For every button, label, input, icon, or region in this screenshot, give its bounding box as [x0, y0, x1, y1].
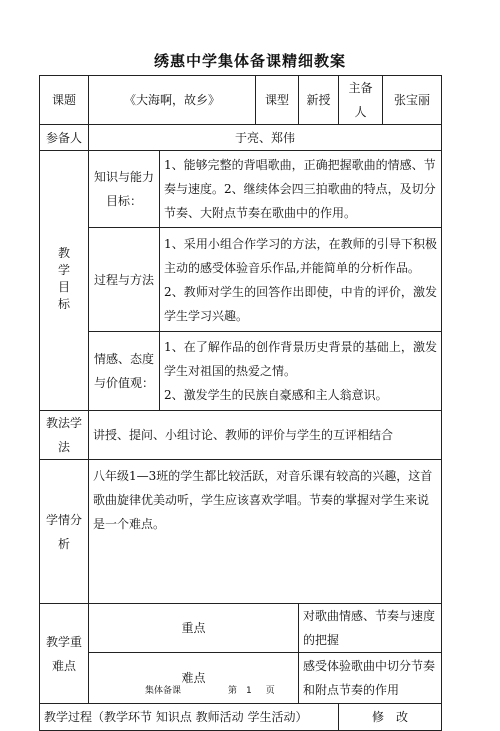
key-points-label: 教学重难点 [40, 604, 89, 704]
lesson-plan-table [39, 75, 442, 731]
emotion-goal-label: 情感、态度与价值观： [89, 332, 160, 411]
difficulty-label: 难点 [89, 653, 299, 704]
method-text: 讲授、提问、小组讨论、教师的评价与学生的互评相结合 [89, 411, 442, 460]
method-row [40, 411, 442, 460]
teaching-process-label: 教学过程（教学环节 知识点 教师活动 学生活动） [40, 704, 339, 731]
type-value: 新授 [299, 76, 339, 125]
process-goal-label: 过程与方法 [89, 228, 160, 332]
participants-label: 参备人 [40, 125, 89, 151]
goals-label: 教 学 目 标 [40, 151, 89, 411]
process-goal-text [160, 228, 442, 332]
goal-emotion-row [40, 332, 442, 411]
lead-value: 张宝丽 [383, 76, 442, 125]
analysis-label: 学情分析 [40, 460, 89, 604]
document-title: 绣惠中学集体备课精细教案 [153, 52, 346, 70]
emotion-goal-text [160, 332, 442, 411]
topic-label: 课题 [40, 76, 89, 125]
process-goal-line: 1、采用小组合作学习的方法，在教师的引导下积极主动的感受体验音乐作品,并能简单的分析作品。 [164, 236, 438, 275]
method-label: 教法学法 [40, 411, 89, 460]
lead-label: 主备人 [339, 76, 383, 125]
header-row [40, 76, 442, 125]
knowledge-goal-text: 1、能够完整的背唱歌曲，正确把握歌曲的情感、节奏与速度。2、继续体会四三拍歌曲的特点，及切分节奏、大附点节奏在歌曲中的作用。 [160, 151, 442, 228]
knowledge-goal-label: 知识与能力目标： [89, 151, 160, 228]
analysis-text: 八年级1—3班的学生都比较活跃，对音乐课有较高的兴趣，这首歌曲旋律优美动听，学生应该喜欢学唱。节奏的掌握对学生来说是一个难点。 [89, 460, 442, 604]
analysis-row [40, 460, 442, 604]
process-row [40, 704, 442, 731]
page-number: 第 1 页 [228, 686, 275, 696]
revise-label: 修 改 [339, 704, 442, 731]
key-point-row [40, 604, 442, 653]
difficulty-text: 感受体验歌曲中切分节奏和附点节奏的作用 [299, 653, 442, 704]
participants-row [40, 125, 442, 151]
participants-value: 于亮、郑伟 [89, 125, 442, 151]
emotion-goal-line: 1、在了解作品的创作背景历史背景的基础上，激发学生对祖国的热爱之情。 [164, 340, 438, 378]
emotion-goal-line: 2、激发学生的民族自豪感和主人翁意识。 [164, 388, 388, 402]
goal-process-row [40, 228, 442, 332]
topic-value: 《大海啊，故乡》 [89, 76, 256, 125]
type-label: 课型 [256, 76, 299, 125]
goal-knowledge-row [40, 151, 442, 228]
key-point-text: 对歌曲情感、节奏与速度的把握 [299, 604, 442, 653]
footer-label: 集体备课 [145, 686, 182, 696]
process-goal-line: 2、教师对学生的回答作出即使，中肯的评价，激发学生学习兴趣。 [164, 284, 438, 323]
key-point-label: 重点 [89, 604, 299, 653]
